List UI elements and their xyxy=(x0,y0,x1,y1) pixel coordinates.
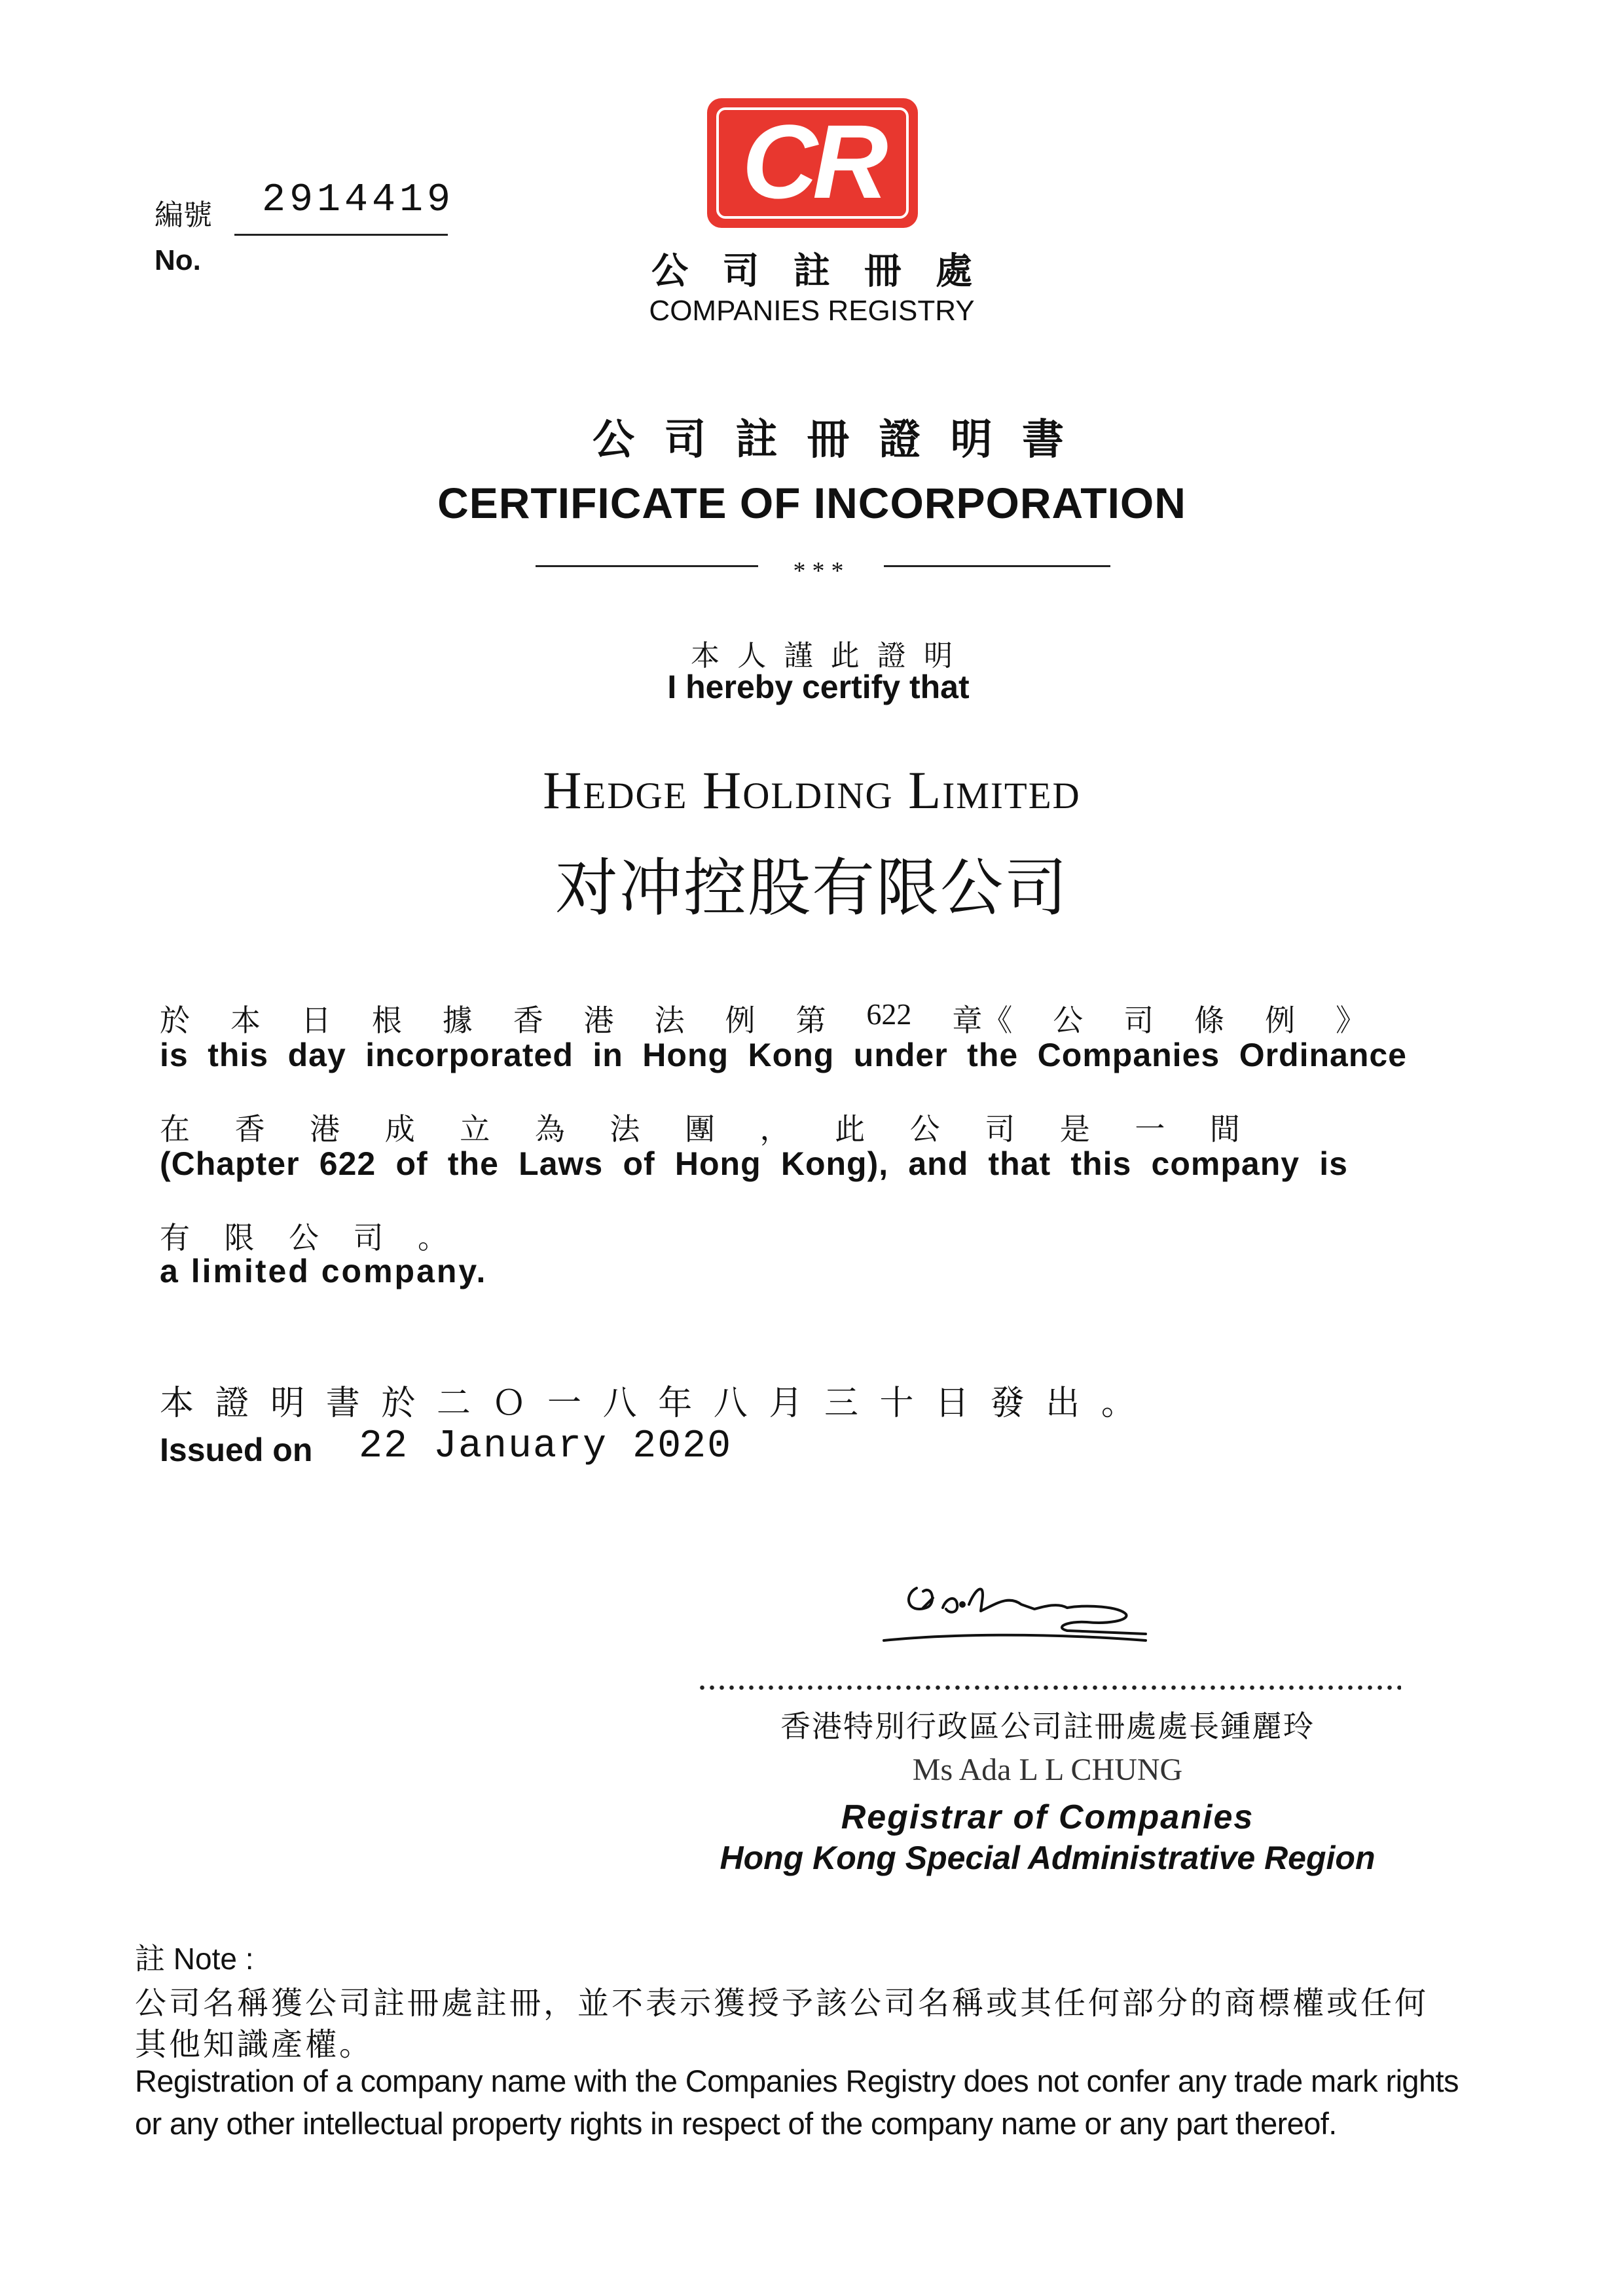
body-line2-en: (Chapter 622 of the Laws of Hong Kong), and that this company is xyxy=(160,1145,1348,1182)
body-line2-zh: 在 香 港 成 立 為 法 團 ， 此 公 司 是 一 間 xyxy=(160,1113,1240,1146)
registrar-region-en: Hong Kong Special Administrative Region xyxy=(720,1840,1376,1876)
note-en-line2: or any other intellectual property rights in respect of the company name or any part thereof. xyxy=(135,2106,1337,2141)
title-ornament: *** xyxy=(793,557,850,585)
title-en: CERTIFICATE OF INCORPORATION xyxy=(437,479,1186,527)
certify-zh: 本 人 謹 此 證 明 xyxy=(691,640,953,672)
company-name-zh: 对冲控股有限公司 xyxy=(555,853,1068,923)
logo-org-zh: 公 司 註 冊 處 xyxy=(651,250,972,291)
note-heading: 註 Note : xyxy=(135,1942,254,1976)
note-zh-line1: 公司名稱獲公司註冊處註冊，並不表示獲授予該公司名稱或其任何部分的商標權或任何 xyxy=(135,1986,1429,2021)
number-underline xyxy=(234,234,448,236)
number-label-en: No. xyxy=(155,244,201,276)
registrar-signature xyxy=(871,1568,1159,1660)
title-rule-right xyxy=(884,565,1110,567)
issue-date: 22 January 2020 xyxy=(359,1424,733,1469)
number-label-zh: 編號 xyxy=(155,199,212,231)
certify-en: I hereby certify that xyxy=(667,669,970,705)
title-zh: 公 司 註 冊 證 明 書 xyxy=(593,417,1064,463)
companies-registry-logo xyxy=(707,98,918,228)
body-line1-en: is this day incorporated in Hong Kong under the Companies Ordinance xyxy=(160,1037,1407,1073)
issue-date-zh: 本 證 明 書 於 二 Ｏ 一 八 年 八 月 三 十 日 發 出 。 xyxy=(160,1385,1135,1422)
body-line3-zh: 有 限 公 司 。 xyxy=(160,1221,448,1255)
note-zh-line2: 其他知識產權。 xyxy=(135,2028,374,2062)
issued-on-label: Issued on xyxy=(160,1432,313,1468)
body-line1-zh: 於 本 日 根 據 香 港 法 例 第 622 章《 公 司 條 例 》 xyxy=(160,997,1366,1037)
logo-mark: CR xyxy=(742,103,883,220)
company-name-en: Hedge Holding Limited xyxy=(543,760,1081,820)
note-en-line1: Registration of a company name with the Companies Registry does not confer any trade mark rights xyxy=(135,2064,1459,2098)
registrar-name: Ms Ada L L CHUNG xyxy=(912,1752,1183,1787)
signature-line xyxy=(697,1685,1401,1690)
body-line3-en: a limited company. xyxy=(160,1253,488,1289)
registrar-title-zh: 香港特別行政區公司註冊處處長鍾麗玲 xyxy=(780,1710,1315,1743)
certificate-number: 2914419 xyxy=(262,178,455,223)
registrar-title-en: Registrar of Companies xyxy=(841,1798,1254,1836)
title-rule-left xyxy=(536,565,758,567)
logo-org-en: COMPANIES REGISTRY xyxy=(649,295,975,327)
